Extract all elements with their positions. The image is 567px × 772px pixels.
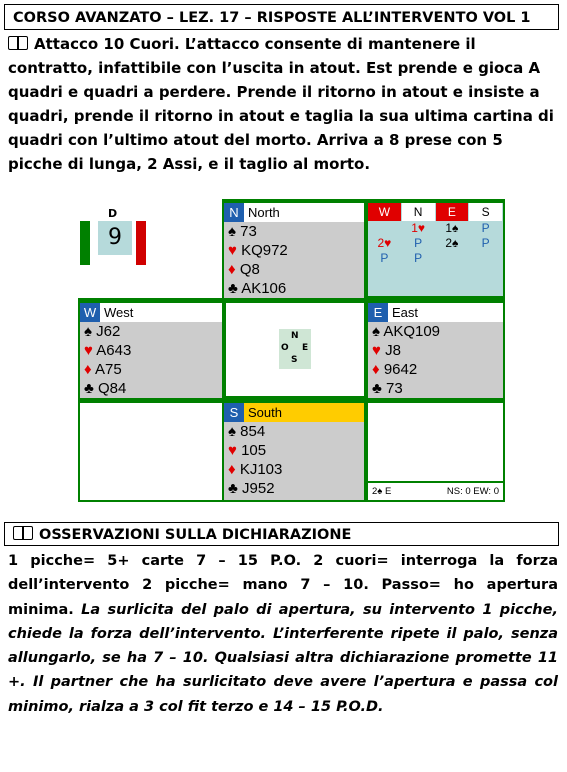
- book-icon: [8, 36, 28, 50]
- bid: P: [481, 236, 490, 250]
- heart-icon: ♥: [228, 242, 237, 259]
- vul-bar-right: [136, 221, 146, 265]
- empty-cell: [368, 403, 503, 481]
- east-clubs: ♣ 73: [372, 380, 403, 397]
- board-number: 9: [98, 221, 132, 255]
- compass-rose: [279, 329, 311, 369]
- auction-row: [368, 251, 503, 266]
- west-clubs: ♣ Q84: [84, 380, 127, 397]
- spade-icon: ♠: [228, 423, 236, 440]
- east-spades: ♠ AKQ109: [372, 323, 441, 340]
- club-icon: ♣: [84, 380, 94, 397]
- compass-e: E: [302, 343, 309, 353]
- contract: 2♠ E: [372, 486, 392, 497]
- west-hearts: ♥ A643: [84, 342, 132, 359]
- observations-text: [8, 549, 558, 719]
- auction-row: [368, 236, 503, 251]
- auction-row: [368, 221, 503, 236]
- diamond-icon: ♦: [84, 361, 92, 378]
- south-tag: S: [224, 403, 244, 422]
- bridge-board: [78, 199, 505, 502]
- south-hearts: ♥ 105: [228, 442, 267, 459]
- south-name: South: [248, 405, 282, 420]
- observations-normal: 1 picche= 5+ carte 7 – 15 P.O. 2 cuori= interroga la forza dell’intervento 2 picche= mano 7 – 10. Passo= ho apertura minima.: [8, 553, 558, 618]
- compass-s: S: [291, 355, 298, 365]
- diamond-icon: ♦: [372, 361, 380, 378]
- south-hand: [224, 403, 364, 500]
- west-name: West: [104, 305, 134, 320]
- east-hearts: ♥ J8: [372, 342, 401, 359]
- heart-icon: ♥: [84, 342, 93, 359]
- heart-icon: ♥: [372, 342, 381, 359]
- diamond-icon: ♦: [228, 261, 236, 278]
- north-hand: [224, 203, 364, 298]
- dealer-label: D: [108, 207, 118, 220]
- north-name: North: [248, 205, 280, 220]
- compass-cell: [226, 303, 364, 396]
- dealer-indicator: [80, 203, 146, 269]
- auction-header-e: E: [436, 203, 469, 221]
- compass-w: O: [281, 343, 289, 353]
- south-spades: ♠ 854: [228, 423, 266, 440]
- east-name: East: [392, 305, 419, 320]
- intro-paragraph: [8, 32, 560, 176]
- north-clubs: ♣ AK106: [228, 280, 287, 297]
- empty-cell: [80, 403, 222, 500]
- bid: 2♥: [377, 236, 392, 250]
- observations-header: [4, 522, 559, 546]
- north-spades: ♠ 73: [228, 223, 257, 240]
- page-header: [4, 4, 559, 30]
- west-spades: ♠ J62: [84, 323, 121, 340]
- north-diamonds: ♦ Q8: [228, 261, 260, 278]
- east-diamonds: ♦ 9642: [372, 361, 418, 378]
- bid: P: [481, 221, 490, 235]
- compass-n: N: [291, 331, 299, 341]
- spade-icon: ♠: [228, 223, 236, 240]
- intro-text: Attacco 10 Cuori. L’attacco consente di mantenere il contratto, infattibile con l’uscita in atout. Est prende e gioca A quadri e quadri a perdere. Prende il ritorno in atout e insiste a quadri, prende il ritorno in atout e taglia la sua ultima cartina di quadri con l’ultimo atout del morto. Arriva a 8 prese con 5 picche di lunga, 2 Assi, e il taglio al morto.: [8, 35, 554, 173]
- north-hearts: ♥ KQ972: [228, 242, 288, 259]
- south-diamonds: ♦ KJ103: [228, 461, 283, 478]
- auction-table: [368, 203, 503, 296]
- score: NS: 0 EW: 0: [446, 486, 499, 497]
- east-tag: E: [368, 303, 388, 322]
- west-hand: [80, 303, 222, 398]
- bid: 1♠: [445, 221, 459, 235]
- west-diamonds: ♦ A75: [84, 361, 122, 378]
- spade-icon: ♠: [372, 323, 380, 340]
- book-icon: [13, 526, 33, 540]
- vul-bar-left: [80, 221, 90, 265]
- diamond-icon: ♦: [228, 461, 236, 478]
- club-icon: ♣: [372, 380, 382, 397]
- spade-icon: ♠: [84, 323, 92, 340]
- auction-header-s: S: [469, 203, 502, 221]
- observations-title: OSSERVAZIONI SULLA DICHIARAZIONE: [39, 527, 352, 543]
- east-hand: [368, 303, 503, 398]
- club-icon: ♣: [228, 280, 238, 297]
- south-clubs: ♣ J952: [228, 480, 275, 497]
- north-tag: N: [224, 203, 244, 222]
- bid: P: [414, 236, 423, 250]
- bid: P: [414, 251, 423, 265]
- header-title: CORSO AVANZATO – LEZ. 17 – RISPOSTE ALL’INTERVENTO VOL 1: [13, 10, 531, 26]
- bid: 2♠: [445, 236, 459, 250]
- bid: P: [380, 251, 389, 265]
- club-icon: ♣: [228, 480, 238, 497]
- auction-header-n: N: [402, 203, 435, 221]
- auction-header-w: W: [368, 203, 401, 221]
- heart-icon: ♥: [228, 442, 237, 459]
- dealer-cell: [78, 199, 222, 298]
- bid: 1♥: [411, 221, 426, 235]
- west-tag: W: [80, 303, 100, 322]
- contract-score-line: [368, 483, 503, 500]
- observations-italic: La surlicita del palo di apertura, su intervento 1 picche, chiede la forza dell’intervento. L’interferente ripete il palo, senza allungarlo, se ha 7 – 10. Qualsiasi altra dichiarazione promette 11 +. Il partner che ha surlicitato deve avere l’apertura e passa col minimo, rialza a 3 col fit terzo e 14 – 15 P.O.D.: [8, 601, 558, 715]
